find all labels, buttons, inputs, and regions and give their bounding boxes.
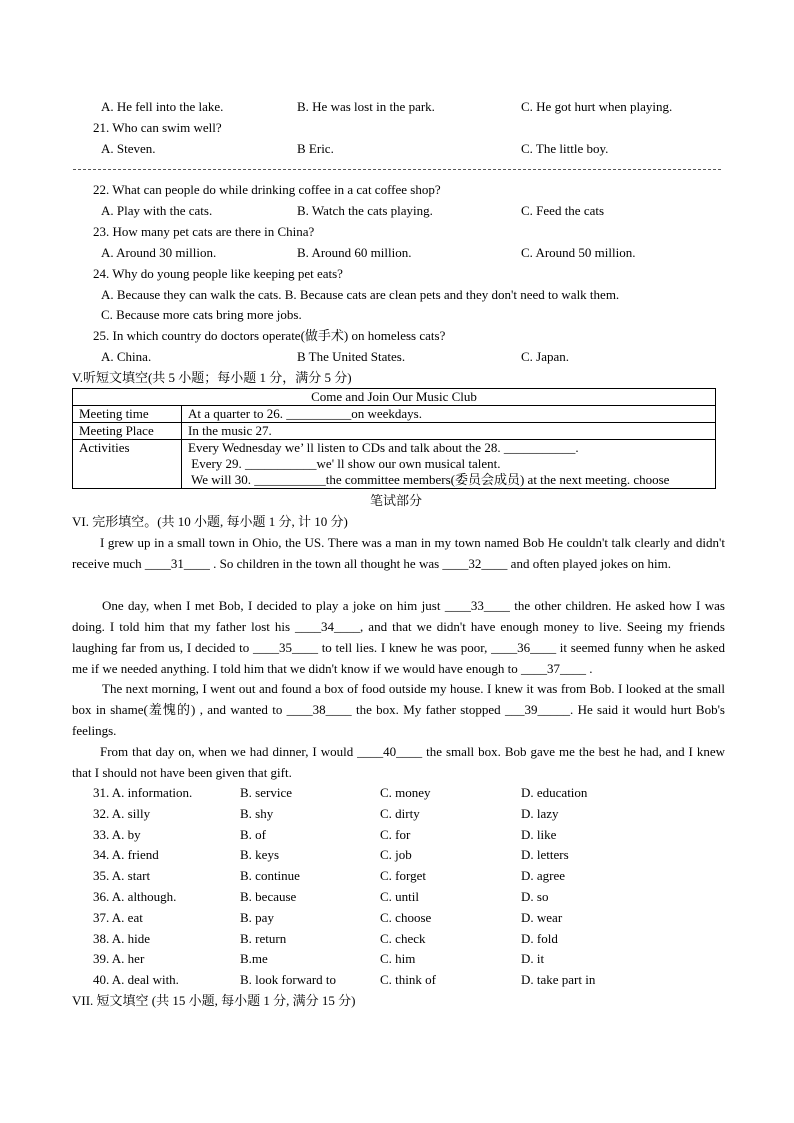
q22-option-b: B. Watch the cats playing. <box>297 203 433 218</box>
activity-line: Every Wednesday we’ ll listen to CDs and talk about the 28. ___________. <box>188 440 579 455</box>
option-b: B. keys <box>240 847 279 862</box>
option-d: D. so <box>521 889 549 904</box>
q23-option-a: A. Around 30 million. <box>101 245 217 260</box>
passage-paragraph-4: From that day on, when we had dinner, I would ____40____ the small box. Bob gave me the best he had, and I knew that I should not have been given that gift. <box>72 744 725 780</box>
option-c: C. dirty <box>380 806 420 821</box>
q23-option-b: B. Around 60 million. <box>297 245 412 260</box>
option-c: C. him <box>380 951 416 966</box>
section-6-title: VI. 完形填空。(共 10 小题, 每小题 1 分, 计 10 分) <box>72 514 348 529</box>
passage-paragraph-3: The next morning, I went out and found a box of food outside my house. I knew it was from Bob. I looked at the small box in shame(羞愧的) , and wanted to ____38____ the box. My father stopped ___39_____. He said it would hurt Bob's feelings. <box>72 681 725 738</box>
q20-option-c: C. He got hurt when playing. <box>521 99 673 114</box>
option-b: B. because <box>240 889 297 904</box>
passage-paragraph-2: One day, when I met Bob, I decided to play a joke on him just ____33____ the other children. He asked how I was doing. I told him that my father lost his ____34____, and that we didn't have enough money to live. Seeing my friends laughing far from us, I decided to ____35____ to tell lies. I knew he was poor, ____36____ it seemed funny when he asked me if we needed anything. I told him that we didn't know if we would have enough to ____37____ . <box>72 598 725 676</box>
row-label-time: Meeting time <box>73 406 182 423</box>
option-c: C. think of <box>380 972 436 987</box>
option-a: 40. A. deal with. <box>93 972 179 987</box>
activity-line: We will 30. ___________the committee members(委员会成员) at the next meeting. choose <box>188 472 670 487</box>
option-c: C. for <box>380 827 411 842</box>
q21-option-c: C. The little boy. <box>521 141 609 156</box>
option-a: 37. A. eat <box>93 910 143 925</box>
row-value-time: At a quarter to 26. __________on weekdays. <box>182 406 716 423</box>
row-value-activities <box>182 440 716 489</box>
q25-option-a: A. China. <box>101 349 152 364</box>
option-d: D. fold <box>521 931 558 946</box>
option-b: B. look forward to <box>240 972 337 987</box>
option-a: 36. A. although. <box>93 889 177 904</box>
option-d: D. take part in <box>521 972 596 987</box>
q25-stem: 25. In which country do doctors operate(做手术) on homeless cats? <box>93 328 446 343</box>
option-a: 32. A. silly <box>93 806 151 821</box>
row-label-place: Meeting Place <box>73 423 182 440</box>
written-part-heading: 笔试部分 <box>370 493 423 508</box>
option-a: 31. A. information. <box>93 785 193 800</box>
q25-option-c: C. Japan. <box>521 349 570 364</box>
option-b: B. service <box>240 785 292 800</box>
option-d: D. education <box>521 785 588 800</box>
option-a: 34. A. friend <box>93 847 159 862</box>
option-d: D. wear <box>521 910 563 925</box>
q23-stem: 23. How many pet cats are there in China? <box>93 224 315 239</box>
option-b: B. pay <box>240 910 274 925</box>
option-a: 38. A. hide <box>93 931 151 946</box>
option-c: C. money <box>380 785 431 800</box>
row-label-activities: Activities <box>73 440 182 489</box>
q21-option-b: B Eric. <box>297 141 334 156</box>
q23-option-c: C. Around 50 million. <box>521 245 636 260</box>
music-club-table <box>72 388 716 489</box>
option-a: 33. A. by <box>93 827 141 842</box>
option-d: D. lazy <box>521 806 559 821</box>
option-b: B.me <box>240 951 268 966</box>
q22-option-c: C. Feed the cats <box>521 203 605 218</box>
option-c: C. forget <box>380 868 426 883</box>
q22-stem: 22. What can people do while drinking coffee in a cat coffee shop? <box>93 182 441 197</box>
option-b: B. continue <box>240 868 300 883</box>
q24-options-ab: A. Because they can walk the cats. B. Because cats are clean pets and they don't need to walk them. <box>101 287 620 302</box>
activity-line: Every 29. ___________we' ll show our own musical talent. <box>188 456 501 471</box>
section-5-title: V.听短文填空(共 5 小题；每小题 1 分，满分 5 分) <box>72 370 352 385</box>
option-c: C. job <box>380 847 412 862</box>
row-value-place: In the music 27. <box>182 423 716 440</box>
option-d: D. letters <box>521 847 569 862</box>
q25-option-b: B The United States. <box>297 349 406 364</box>
section-7-title: VII. 短文填空 (共 15 小题, 每小题 1 分, 满分 15 分) <box>72 993 356 1008</box>
option-b: B. of <box>240 827 266 842</box>
option-d: D. agree <box>521 868 566 883</box>
option-a: 39. A. her <box>93 951 145 966</box>
option-c: C. check <box>380 931 426 946</box>
q20-option-b: B. He was lost in the park. <box>297 99 435 114</box>
option-c: C. until <box>380 889 420 904</box>
option-d: D. like <box>521 827 557 842</box>
option-a: 35. A. start <box>93 868 151 883</box>
q24-option-c: C. Because more cats bring more jobs. <box>101 307 302 322</box>
q24-stem: 24. Why do young people like keeping pet eats? <box>93 266 343 281</box>
option-d: D. it <box>521 951 545 966</box>
cut-divider <box>73 169 721 170</box>
option-c: C. choose <box>380 910 432 925</box>
option-b: B. return <box>240 931 287 946</box>
option-b: B. shy <box>240 806 274 821</box>
q22-option-a: A. Play with the cats. <box>101 203 213 218</box>
table-title: Come and Join Our Music Club <box>73 389 716 406</box>
q20-option-a: A. He fell into the lake. <box>101 99 224 114</box>
q21-option-a: A. Steven. <box>101 141 156 156</box>
q21-stem: 21. Who can swim well? <box>93 120 222 135</box>
passage-paragraph-1: I grew up in a small town in Ohio, the US. There was a man in my town named Bob He couldn't talk clearly and didn't receive much ____31____ . So children in the town all thought he was ____32____ and often played jokes on him. <box>72 535 725 571</box>
